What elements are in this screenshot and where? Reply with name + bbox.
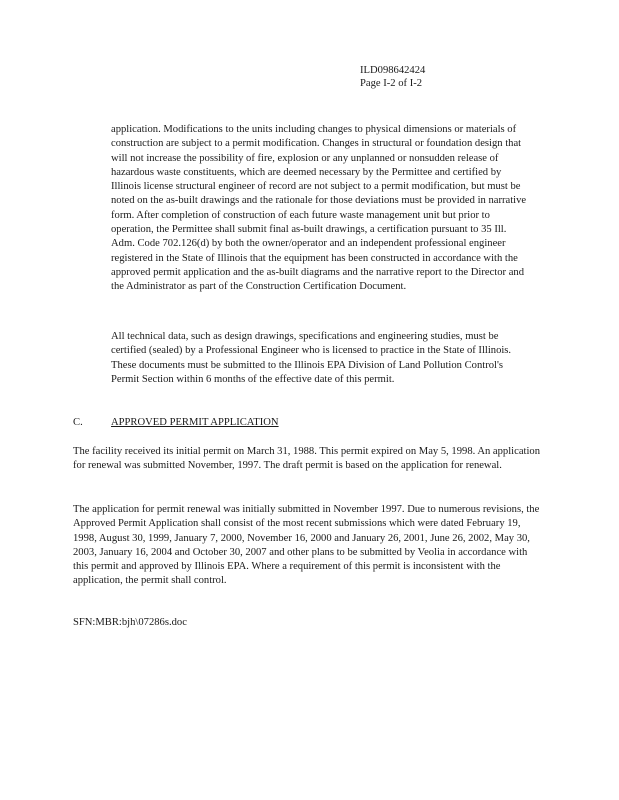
document-id: ILD098642424 <box>360 65 426 76</box>
section-c-heading <box>73 416 543 430</box>
page-number: Page I-2 of I-2 <box>360 78 423 89</box>
paragraph-technical-data-certification: All technical data, such as design drawings, specifications and engineering studies, must be certified (sealed) by a Professional Engineer who is licensed to practice in the State of Illinois. These documents must be submitted to the Illinois EPA Division of Land Pollution Control's Permit Section within 6 months of the effective date of this permit. <box>111 331 512 385</box>
section-title: APPROVED PERMIT APPLICATION <box>111 417 279 428</box>
paragraph-permit-renewal: The application for permit renewal was initially submitted in November 1997. Due to numerous revisions, the Approved Permit Application shall consist of the most recent submissions which were dated February 19, 1998, August 30, 1999, January 7, 2000, November 16, 2000 and January 26, 2001, June 26, 2002, May 30, 2003, January 16, 2004 and October 30, 2007 and other plans to be submitted by Veolia in accordance with this permit and approved by Illinois EPA. Where a requirement of this permit is inconsistent with the application, the permit shall control. <box>73 504 540 587</box>
section-number: C. <box>73 417 83 428</box>
file-reference: SFN:MBR:bjh\07286s.doc <box>73 617 187 628</box>
page-header <box>360 64 425 90</box>
paragraph-construction-modifications: application. Modifications to the units including changes to physical dimensions or materials of construction are subject to a permit modification. Changes in structural or foundation design that will not increase the possibility of fire, explosion or any unplanned or nonsudden release of hazardous waste constituents, which are deemed necessary by the Permittee and certified by Illinois license structural engineer of record are not subject to a permit modification, but must be noted on the as-built drawings and the rationale for those deviations must be provided in narrative form. After completion of construction of each future waste management unit but prior to operation, the Permittee shall submit final as-built drawings, a certification pursuant to 35 Ill. Adm. Code 702.126(d) by both the owner/operator and an independent professional engineer registered in the State of Illinois that the equipment has been constructed in accordance with the approved permit application and the as-built diagrams and the narrative report to the Director and the Administrator as part of the Construction Certification Document. <box>111 124 527 293</box>
paragraph-initial-permit: The facility received its initial permit on March 31, 1988. This permit expired on May 5, 1998. An application for renewal was submitted November, 1997. The draft permit is based on the application for renewal. <box>73 446 540 472</box>
